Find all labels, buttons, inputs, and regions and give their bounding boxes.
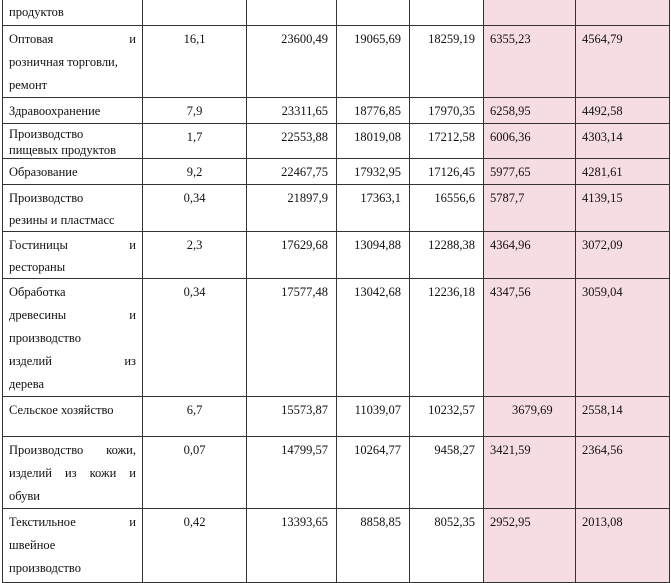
value-cell-v2 xyxy=(247,509,337,583)
industry-name-line: древесины и xyxy=(9,308,136,322)
value-cell-v4 xyxy=(410,26,484,98)
value-text: 15573,87 xyxy=(281,403,328,417)
value-text: 3059,04 xyxy=(582,285,623,299)
value-text: 2364,56 xyxy=(582,443,623,457)
value-cell-v4 xyxy=(410,185,484,232)
cell xyxy=(410,0,484,26)
industry-name-cell xyxy=(3,279,143,397)
value-text: 4564,79 xyxy=(582,32,623,46)
value-text: 0,07 xyxy=(183,443,206,457)
value-text: 16556,6 xyxy=(434,191,475,205)
value-cell-v5 xyxy=(484,26,576,98)
value-text: 17629,68 xyxy=(281,238,328,252)
industry-name-cell xyxy=(3,124,143,159)
value-text: 23311,65 xyxy=(281,104,328,118)
value-text: 3421,59 xyxy=(490,443,531,457)
table-row xyxy=(3,98,670,124)
table-row xyxy=(3,397,670,437)
industry-name-cell xyxy=(3,159,143,185)
value-text: 3072,09 xyxy=(582,238,623,252)
value-text: 4281,61 xyxy=(582,165,623,179)
value-text: 8858,85 xyxy=(360,515,401,529)
table-row xyxy=(3,124,670,159)
value-text: 12236,18 xyxy=(428,285,475,299)
value-cell-v5 xyxy=(484,185,576,232)
value-cell-v6 xyxy=(576,124,670,159)
industry-name-line: изделий из xyxy=(9,354,136,368)
value-text: 4492,58 xyxy=(582,104,623,118)
value-cell-v6 xyxy=(576,279,670,397)
value-text: 13094,88 xyxy=(354,238,401,252)
industry-name-line: дерева xyxy=(9,377,44,391)
value-cell-v5 xyxy=(484,397,576,437)
value-cell-v4 xyxy=(410,98,484,124)
value-cell-v2 xyxy=(247,159,337,185)
table-row xyxy=(3,232,670,279)
table-row xyxy=(3,0,670,26)
value-cell-v6 xyxy=(576,437,670,509)
value-text: 17126,45 xyxy=(428,165,475,179)
value-cell-v1 xyxy=(143,437,247,509)
value-text: 4139,15 xyxy=(582,191,623,205)
industry-name-cell xyxy=(3,232,143,279)
value-cell-v1 xyxy=(143,185,247,232)
table-row xyxy=(3,437,670,509)
industry-name-line: Образование xyxy=(9,165,78,179)
table-row xyxy=(3,185,670,232)
industry-name-line: резины и пластмасс xyxy=(9,213,115,227)
value-cell-v5 xyxy=(484,98,576,124)
value-cell-v1 xyxy=(143,26,247,98)
value-cell-v4 xyxy=(410,509,484,583)
value-cell-v6 xyxy=(576,98,670,124)
value-cell-v3 xyxy=(337,232,410,279)
value-cell-v6 xyxy=(576,397,670,437)
industry-name-line: Сельское хозяйство xyxy=(9,403,114,417)
value-cell-v1 xyxy=(143,509,247,583)
value-cell-v1 xyxy=(143,232,247,279)
value-text: 16,1 xyxy=(183,32,206,46)
value-text: 11039,07 xyxy=(354,403,401,417)
industry-name-line: производство xyxy=(9,561,81,575)
industry-name-line: пищевых продуктов xyxy=(9,143,117,157)
value-cell-v3 xyxy=(337,159,410,185)
value-text: 10232,57 xyxy=(428,403,475,417)
value-cell-v5 xyxy=(484,232,576,279)
industry-name-line: Производство кожи, xyxy=(9,443,136,457)
industry-name-line: Производство xyxy=(9,191,84,205)
value-text: 18776,85 xyxy=(354,104,401,118)
value-cell-v3 xyxy=(337,124,410,159)
value-cell-v1 xyxy=(143,397,247,437)
value-text: 18259,19 xyxy=(428,32,475,46)
value-text: 5977,65 xyxy=(490,165,531,179)
value-text: 0,34 xyxy=(183,285,206,299)
industry-name-line: обуви xyxy=(9,489,40,503)
value-cell-v2 xyxy=(247,26,337,98)
value-cell-v4 xyxy=(410,397,484,437)
value-cell-v4 xyxy=(410,159,484,185)
row-label-text: продуктов xyxy=(9,5,64,19)
value-text: 1,7 xyxy=(186,130,203,144)
industry-name-line: производство xyxy=(9,331,81,345)
value-text: 6,7 xyxy=(186,403,203,417)
industry-name-cell xyxy=(3,397,143,437)
industry-name-cell xyxy=(3,98,143,124)
value-cell-v4 xyxy=(410,279,484,397)
value-cell-v4 xyxy=(410,437,484,509)
cell xyxy=(143,0,247,26)
value-cell-v1 xyxy=(143,279,247,397)
industry-name-line: Здравоохранение xyxy=(9,104,101,118)
industry-name-line: изделий из кожи и xyxy=(9,466,136,480)
value-text: 19065,69 xyxy=(354,32,401,46)
value-text: 4303,14 xyxy=(582,130,623,144)
industry-name-cell xyxy=(3,509,143,583)
value-text: 22467,75 xyxy=(281,165,328,179)
value-cell-v5 xyxy=(484,124,576,159)
value-cell-v2 xyxy=(247,397,337,437)
value-cell-v3 xyxy=(337,509,410,583)
industry-name-line: швейное xyxy=(9,538,56,552)
value-text: 7,9 xyxy=(186,104,203,118)
value-cell-v2 xyxy=(247,279,337,397)
value-cell-v6 xyxy=(576,185,670,232)
industry-name-line: Текстильное и xyxy=(9,515,136,529)
value-text: 17970,35 xyxy=(428,104,475,118)
cell xyxy=(484,0,576,26)
value-cell-v2 xyxy=(247,124,337,159)
industry-name-cell xyxy=(3,26,143,98)
table-row xyxy=(3,26,670,98)
value-cell-v3 xyxy=(337,26,410,98)
value-cell-v3 xyxy=(337,279,410,397)
value-text: 17363,1 xyxy=(360,191,401,205)
table-row xyxy=(3,159,670,185)
value-text: 4347,56 xyxy=(490,285,531,299)
value-text: 18019,08 xyxy=(354,130,401,144)
value-cell-v2 xyxy=(247,98,337,124)
value-text: 9458,27 xyxy=(434,443,475,457)
value-text: 22553,88 xyxy=(281,130,328,144)
industry-name-line: Обработка xyxy=(9,285,66,299)
salary-table xyxy=(2,0,670,583)
industry-name-line: Гостиницы и xyxy=(9,238,136,252)
value-text: 10264,77 xyxy=(354,443,401,457)
value-text: 6006,36 xyxy=(490,130,531,144)
value-text: 23600,49 xyxy=(281,32,328,46)
value-cell-v3 xyxy=(337,185,410,232)
cell xyxy=(576,0,670,26)
value-text: 14799,57 xyxy=(281,443,328,457)
value-text: 2013,08 xyxy=(582,515,623,529)
value-text: 21897,9 xyxy=(287,191,328,205)
value-text: 13042,68 xyxy=(354,285,401,299)
value-cell-v3 xyxy=(337,98,410,124)
value-cell-v6 xyxy=(576,26,670,98)
value-text: 5787,7 xyxy=(490,191,525,205)
value-cell-v5 xyxy=(484,159,576,185)
value-text: 2952,95 xyxy=(490,515,531,529)
value-cell-v2 xyxy=(247,437,337,509)
value-cell-v2 xyxy=(247,185,337,232)
value-cell-v6 xyxy=(576,159,670,185)
value-cell-v3 xyxy=(337,437,410,509)
industry-name-cell xyxy=(3,185,143,232)
value-text: 6355,23 xyxy=(490,32,531,46)
value-text: 17212,58 xyxy=(428,130,475,144)
industry-name-line: розничная торговли, xyxy=(9,55,118,69)
row-label xyxy=(3,0,143,26)
industry-name-line: ремонт xyxy=(9,78,48,92)
value-text: 12288,38 xyxy=(428,238,475,252)
value-text: 13393,65 xyxy=(281,515,328,529)
value-cell-v6 xyxy=(576,509,670,583)
industry-name-cell xyxy=(3,437,143,509)
value-cell-v1 xyxy=(143,159,247,185)
value-text: 3679,69 xyxy=(512,403,553,417)
value-text: 4364,96 xyxy=(490,238,531,252)
value-text: 9,2 xyxy=(186,165,203,179)
value-cell-v5 xyxy=(484,509,576,583)
value-cell-v4 xyxy=(410,232,484,279)
cell xyxy=(247,0,337,26)
value-cell-v4 xyxy=(410,124,484,159)
value-cell-v5 xyxy=(484,437,576,509)
table-row xyxy=(3,279,670,397)
industry-name-line: Производство xyxy=(9,127,84,141)
value-text: 0,34 xyxy=(183,191,206,205)
value-cell-v1 xyxy=(143,98,247,124)
industry-name-line: Оптовая и xyxy=(9,32,136,46)
cell xyxy=(337,0,410,26)
value-cell-v6 xyxy=(576,232,670,279)
value-text: 6258,95 xyxy=(490,104,531,118)
value-cell-v5 xyxy=(484,279,576,397)
value-text: 0,42 xyxy=(183,515,206,529)
value-text: 2,3 xyxy=(186,238,203,252)
value-cell-v2 xyxy=(247,232,337,279)
value-text: 17577,48 xyxy=(281,285,328,299)
value-text: 17932,95 xyxy=(354,165,401,179)
value-text: 8052,35 xyxy=(434,515,475,529)
value-cell-v3 xyxy=(337,397,410,437)
table-row xyxy=(3,509,670,583)
value-text: 2558,14 xyxy=(582,403,623,417)
industry-name-line: рестораны xyxy=(9,260,66,274)
value-cell-v1 xyxy=(143,124,247,159)
